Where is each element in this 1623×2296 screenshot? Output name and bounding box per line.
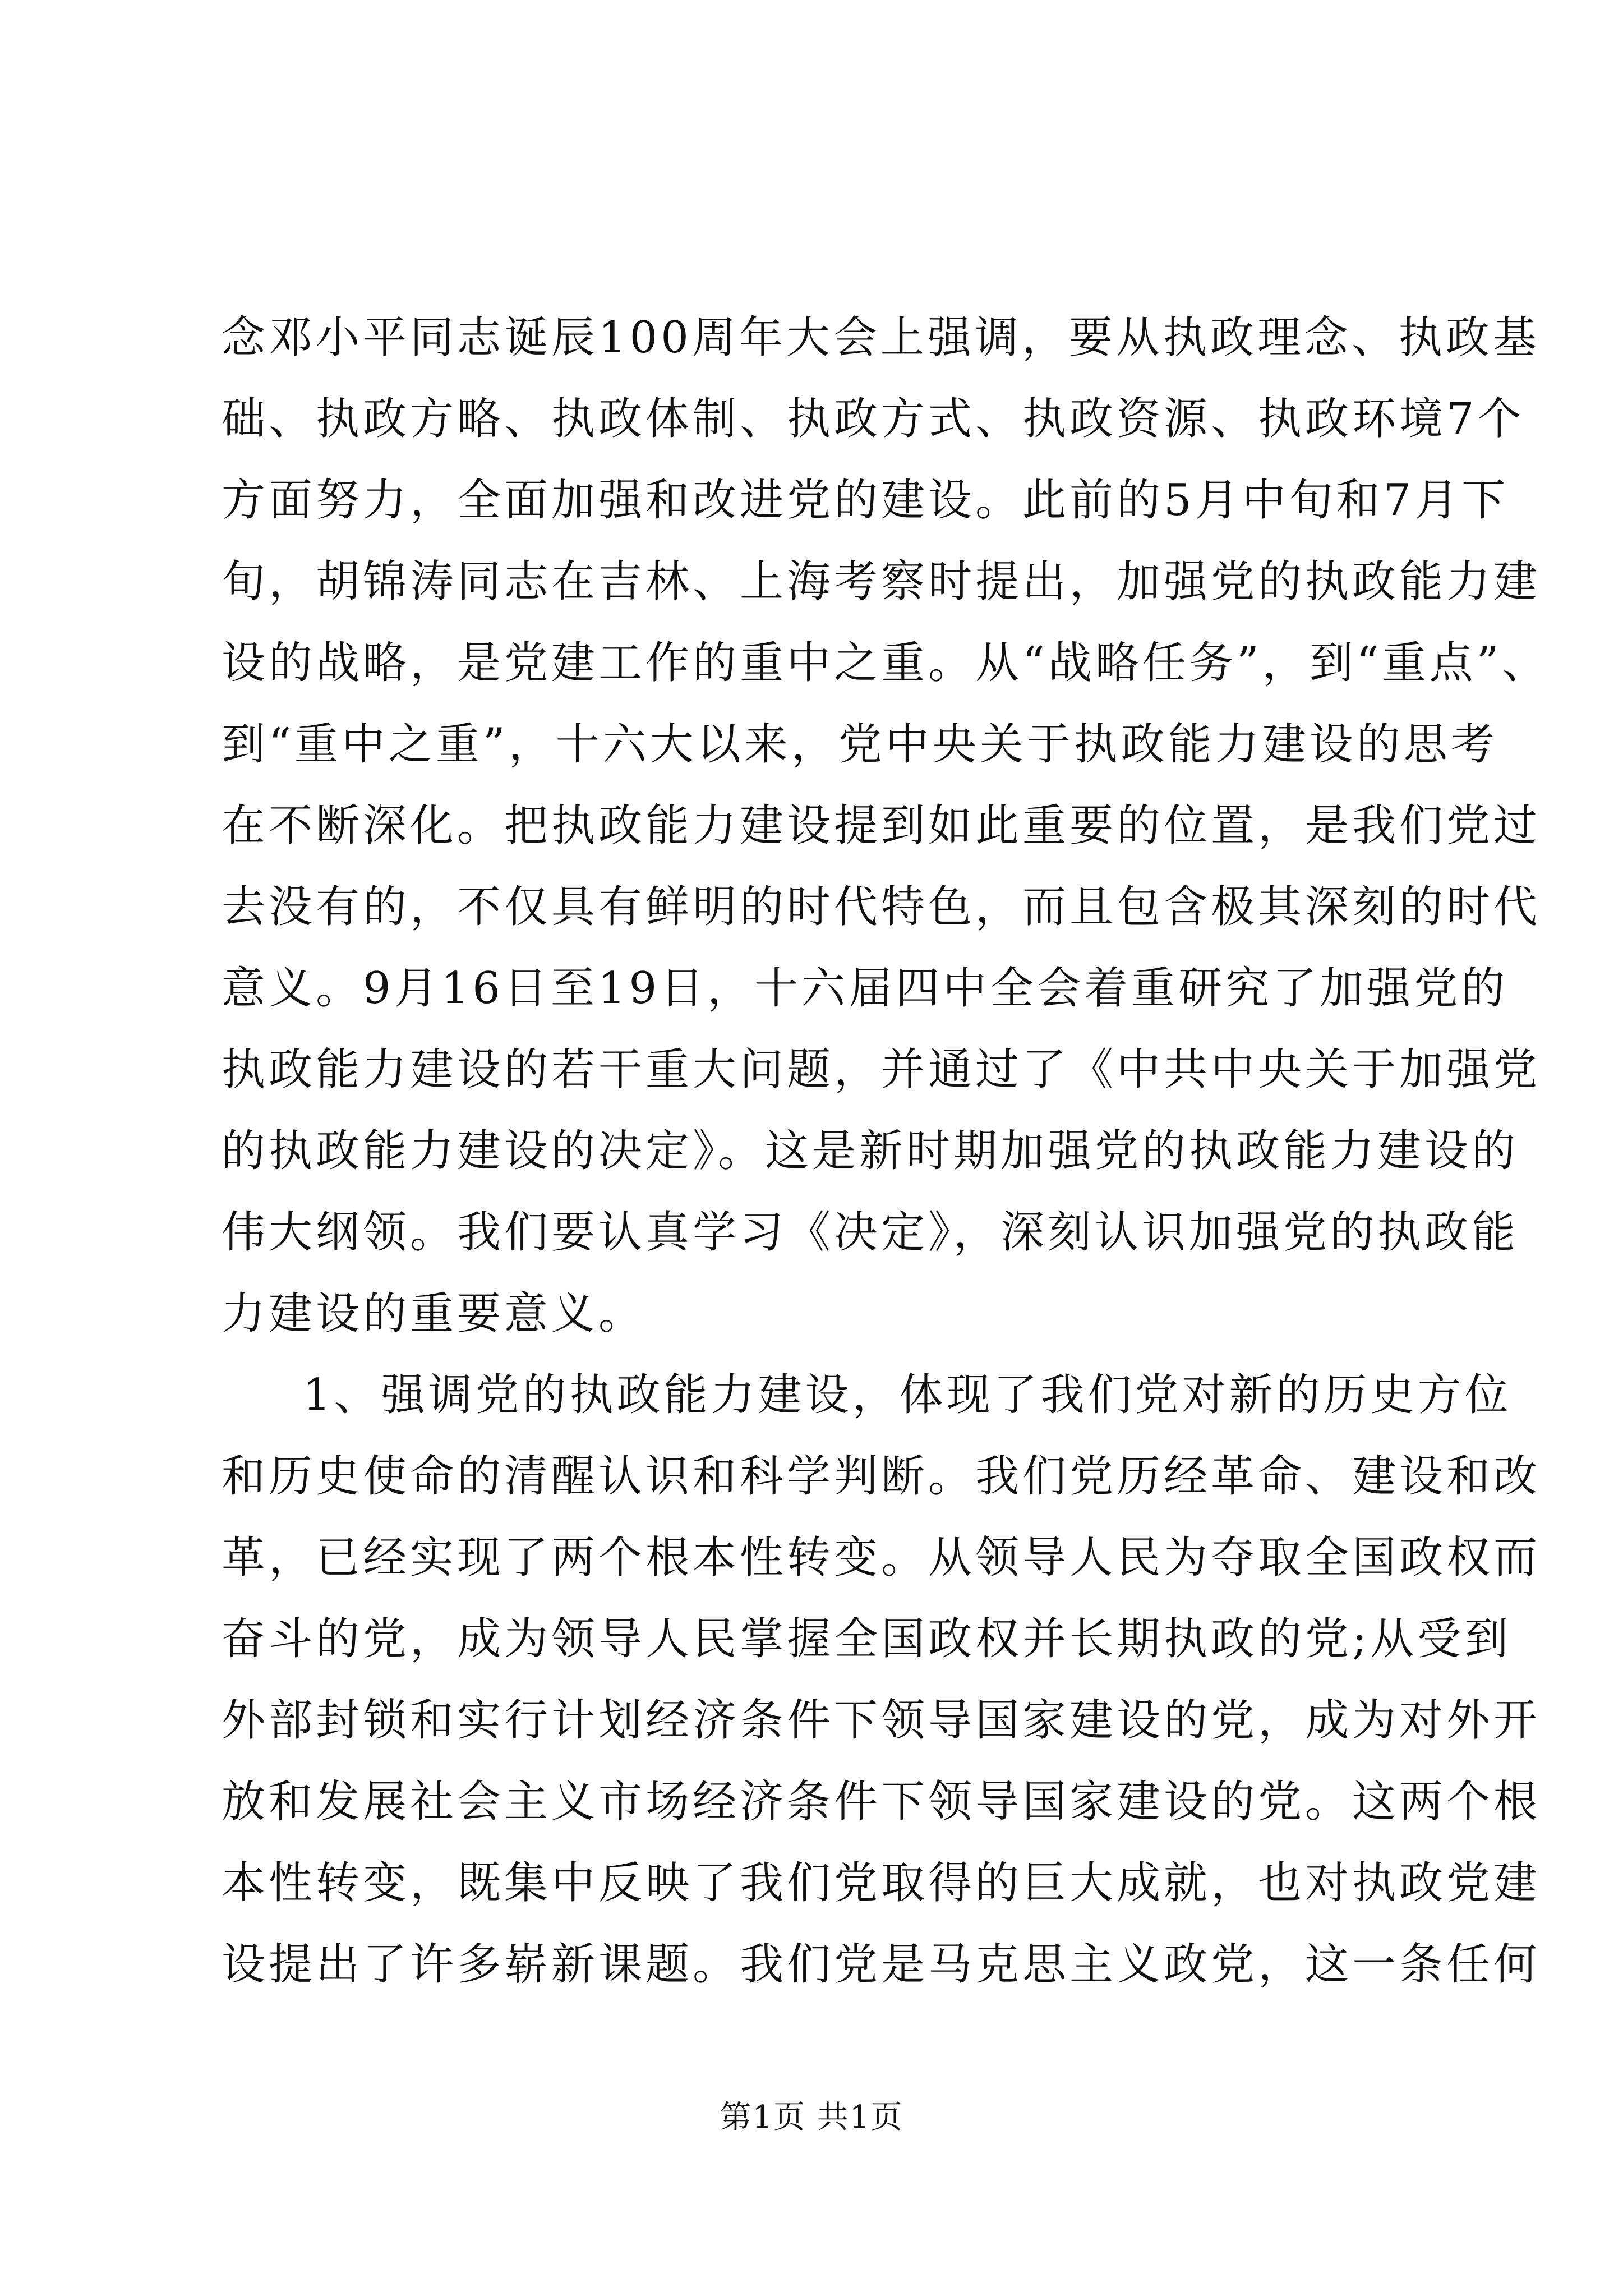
text-line: 奋斗的党，成为领导人民掌握全国政权并长期执政的党;从受到 [222,1614,1512,1664]
text-line: 到“重中之重”，十六大以来，党中央关于执政能力建设的思考 [222,719,1498,770]
text-line: 础、执政方略、执政体制、执政方式、执政资源、执政环境7个 [222,394,1525,444]
text-line: 执政能力建设的若干重大问题，并通过了《中共中央关于加强党 [222,1045,1541,1095]
paragraph-first-line: 1、强调党的执政能力建设，体现了我们党对新的历史方位 [303,1370,1512,1420]
text-line: 伟大纲领。我们要认真学习《决定》，深刻认识加强党的执政能 [222,1207,1519,1258]
text-line: 设的战略，是党建工作的重中之重。从“战略任务”，到“重点”、 [222,638,1550,688]
text-line: 的执政能力建设的决定》。这是新时期加强党的执政能力建设的 [222,1126,1519,1176]
text-line: 意义。9月16日至19日，十六届四中全会着重研究了加强党的 [222,963,1509,1014]
text-line: 革，已经实现了两个根本性转变。从领导人民为夺取全国政权而 [222,1533,1541,1583]
text-line: 力建设的重要意义。 [222,1289,646,1339]
text-line: 和历史使命的清醒认识和科学判断。我们党历经革命、建设和改 [222,1451,1541,1502]
text-line: 外部封锁和实行计划经济条件下领导国家建设的党，成为对外开 [222,1695,1541,1746]
text-line: 方面努力，全面加强和改进党的建设。此前的5月中旬和7月下 [222,475,1509,526]
text-line: 去没有的，不仅具有鲜明的时代特色，而且包含极其深刻的时代 [222,882,1541,932]
text-line: 在不断深化。把执政能力建设提到如此重要的位置，是我们党过 [222,800,1541,851]
text-line: 设提出了许多崭新课题。我们党是马克思主义政党，这一条任何 [222,1939,1541,1990]
text-line: 念邓小平同志诞辰100周年大会上强调，要从执政理念、执政基 [222,312,1540,363]
text-line: 旬，胡锦涛同志在吉林、上海考察时提出，加强党的执政能力建 [222,556,1541,607]
page-number-label: 第1页 共1页 [720,2099,903,2136]
text-line: 放和发展社会主义市场经济条件下领导国家建设的党。这两个根 [222,1777,1541,1827]
document-body [222,297,1550,2005]
page-footer [0,2098,1623,2137]
text-line: 本性转变，既集中反映了我们党取得的巨大成就，也对执政党建 [222,1858,1541,1908]
